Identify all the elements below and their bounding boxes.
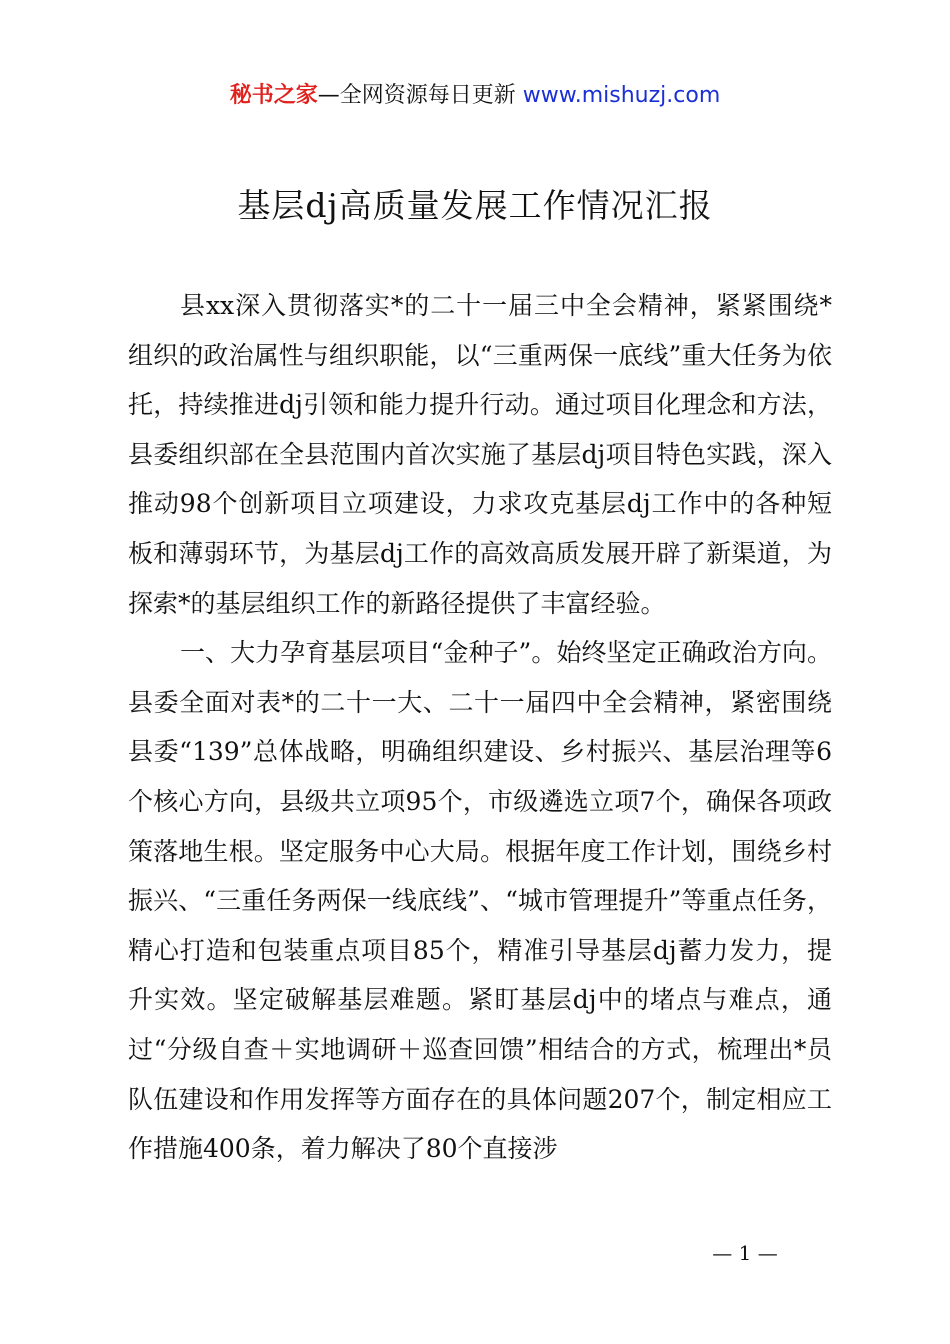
site-link[interactable]: www.mishuzj.com	[522, 83, 721, 108]
document-body	[128, 281, 832, 1174]
intro-paragraph: 县xx深入贯彻落实*的二十一届三中全会精神，紧紧围绕*组织的政治属性与组织职能，以“三重两保一底线”重大任务为依托，持续推进dj引领和能力提升行动。通过项目化理念和方法，县委组织部在全县范围内首次实施了基层dj项目特色实践，深入推动98个创新项目立项建设，力求攻克基层dj工作中的各种短板和薄弱环节，为基层dj工作的高效高质发展开辟了新渠道，为探索*的基层组织工作的新路径提供了丰富经验。	[128, 291, 832, 618]
section-one-paragraph: 一、大力孕育基层项目“金种子”。始终坚定正确政治方向。县委全面对表*的二十一大、二十一届四中全会精神，紧密围绕县委“139”总体战略，明确组织建设、乡村振兴、基层治理等6个核心方向，县级共立项95个，市级遴选立项7个，确保各项政策落地生根。坚定服务中心大局。根据年度工作计划，围绕乡村振兴、“三重任务两保一线底线”、“城市管理提升”等重点任务，精心打造和包装重点项目85个，精准引导基层dj蓄力发力，提升实效。坚定破解基层难题。紧盯基层dj中的堵点与难点，通过“分级自查＋实地调研＋巡查回馈”相结合的方式，梳理出*员队伍建设和作用发挥等方面存在的具体问题207个，制定相应工作措施400条，着力解决了80个直接涉	[128, 638, 832, 1164]
site-slogan: —全网资源每日更新	[317, 83, 516, 108]
site-brand: 秘书之家	[229, 83, 318, 108]
site-header	[0, 80, 950, 112]
page-number: — 1 —	[712, 1241, 778, 1265]
document-title: 基层dj高质量发展工作情况汇报	[237, 186, 713, 225]
